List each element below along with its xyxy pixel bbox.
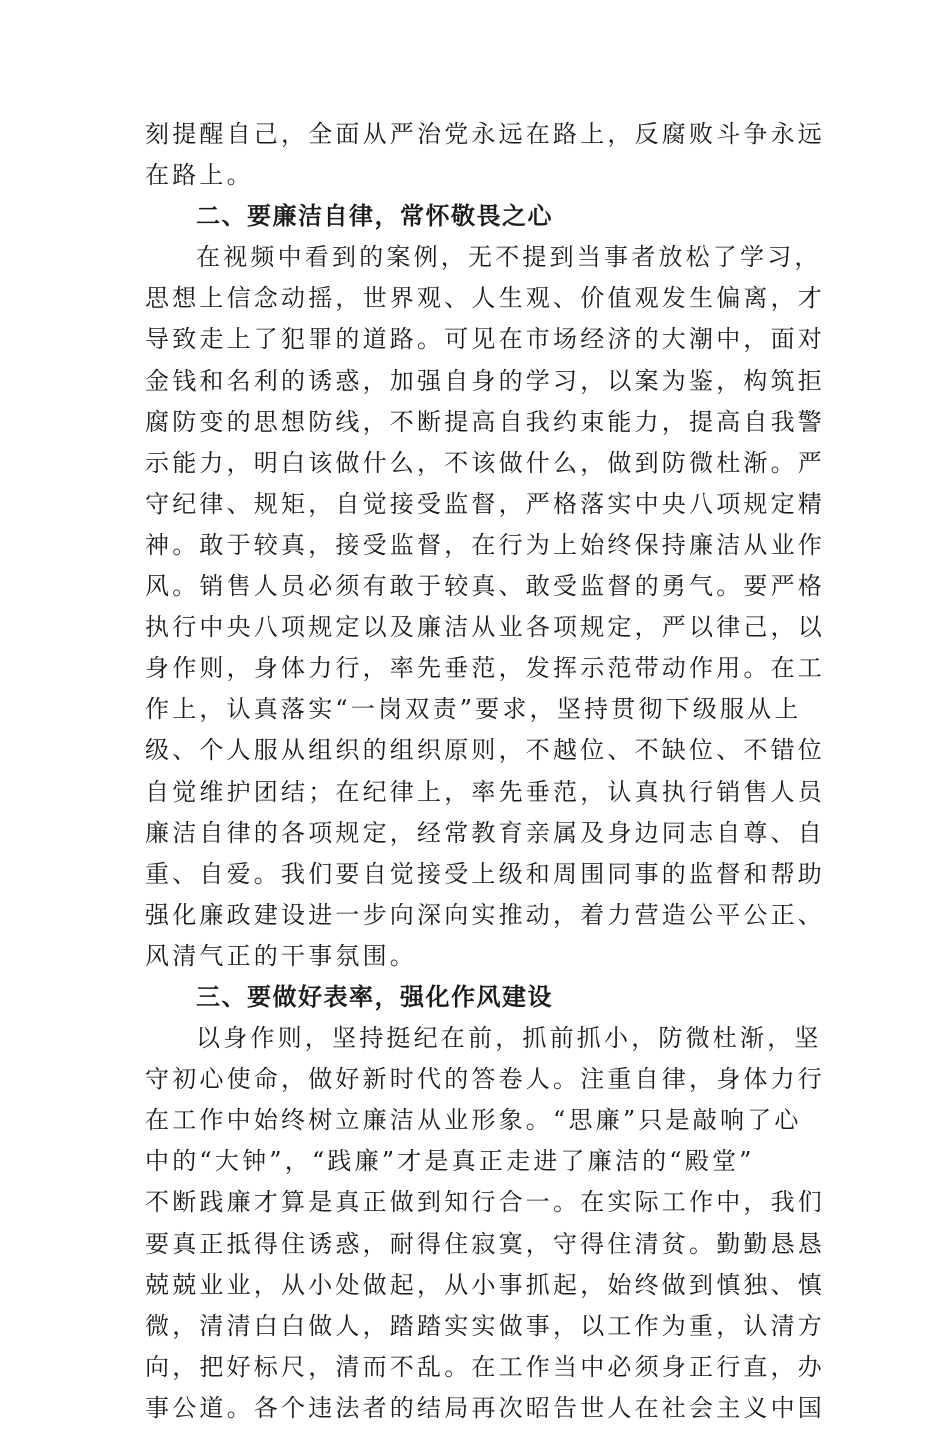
body-line: 金钱和名利的诱惑，加强自身的学习，以案为鉴，构筑拒 [145, 366, 825, 395]
body-line: 风清气正的干事氛围。 [145, 941, 417, 970]
body-line: 级、个人服从组织的组织原则，不越位、不缺位、不错位 [145, 736, 825, 765]
section-heading: 二、要廉洁自律，常怀敬畏之心 [196, 202, 553, 231]
body-line: 要真正抵得住诱惑，耐得住寂寞，守得住清贫。勤勤恳恳 [145, 1229, 825, 1258]
body-line: 在路上。 [145, 161, 254, 190]
body-line: 示能力，明白该做什么，不该做什么，做到防微杜渐。严 [145, 448, 825, 477]
paragraph-first-line: 以身作则，坚持挺纪在前，抓前抓小，防微杜渐，坚 [196, 1024, 822, 1053]
body-line: 不断践廉才算是真正做到知行合一。在实际工作中，我们 [145, 1188, 825, 1217]
body-line: 微，清清白白做人，踏踏实实做事，以工作为重，认清方 [145, 1311, 825, 1340]
body-line: 兢兢业业，从小处做起，从小事抓起，始终做到慎独、慎 [145, 1270, 825, 1299]
paragraph-first-line: 在视频中看到的案例，无不提到当事者放松了学习， [196, 243, 822, 272]
body-line: 在工作中始终树立廉洁从业形象。“思廉”只是敲响了心 [145, 1106, 802, 1135]
body-line: 廉洁自律的各项规定，经常教育亲属及身边同志自尊、自 [145, 818, 825, 847]
body-line: 作上，认真落实“一岗双责”要求，坚持贯彻下级服从上 [145, 695, 802, 724]
body-line: 守纪律、规矩，自觉接受监督，严格落实中央八项规定精 [145, 489, 825, 518]
body-line: 风。销售人员必须有敢于较真、敢受监督的勇气。要严格 [145, 572, 825, 601]
document-body [145, 114, 825, 1429]
body-line: 重、自爱。我们要自觉接受上级和周围同事的监督和帮助 [145, 859, 825, 888]
body-line: 思想上信念动摇，世界观、人生观、价值观发生偏离，才 [145, 284, 825, 313]
body-line: 神。敢于较真，接受监督，在行为上始终保持廉洁从业作 [145, 530, 825, 559]
body-line: 事公道。各个违法者的结局再次昭告世人在社会主义中国 [145, 1393, 825, 1422]
body-line: 自觉维护团结；在纪律上，率先垂范，认真执行销售人员 [145, 777, 825, 806]
body-line: 向，把好标尺，清而不乱。在工作当中必须身正行直，办 [145, 1352, 825, 1381]
body-line: 身作则，身体力行，率先垂范，发挥示范带动作用。在工 [145, 654, 825, 683]
body-line: 中的“大钟”，“践廉”才是真正走进了廉洁的“殿堂” [145, 1147, 755, 1176]
body-line: 执行中央八项规定以及廉洁从业各项规定，严以律己，以 [145, 613, 825, 642]
body-line: 守初心使命，做好新时代的答卷人。注重自律，身体力行 [145, 1065, 825, 1094]
body-line: 刻提醒自己，全面从严治党永远在路上，反腐败斗争永远 [145, 120, 825, 148]
body-line: 腐防变的思想防线，不断提高自我约束能力，提高自我警 [145, 407, 825, 436]
section-heading: 三、要做好表率，强化作风建设 [196, 982, 553, 1011]
body-line: 强化廉政建设进一步向深向实推动，着力营造公平公正、 [145, 900, 825, 929]
body-line: 导致走上了犯罪的道路。可见在市场经济的大潮中，面对 [145, 325, 825, 354]
